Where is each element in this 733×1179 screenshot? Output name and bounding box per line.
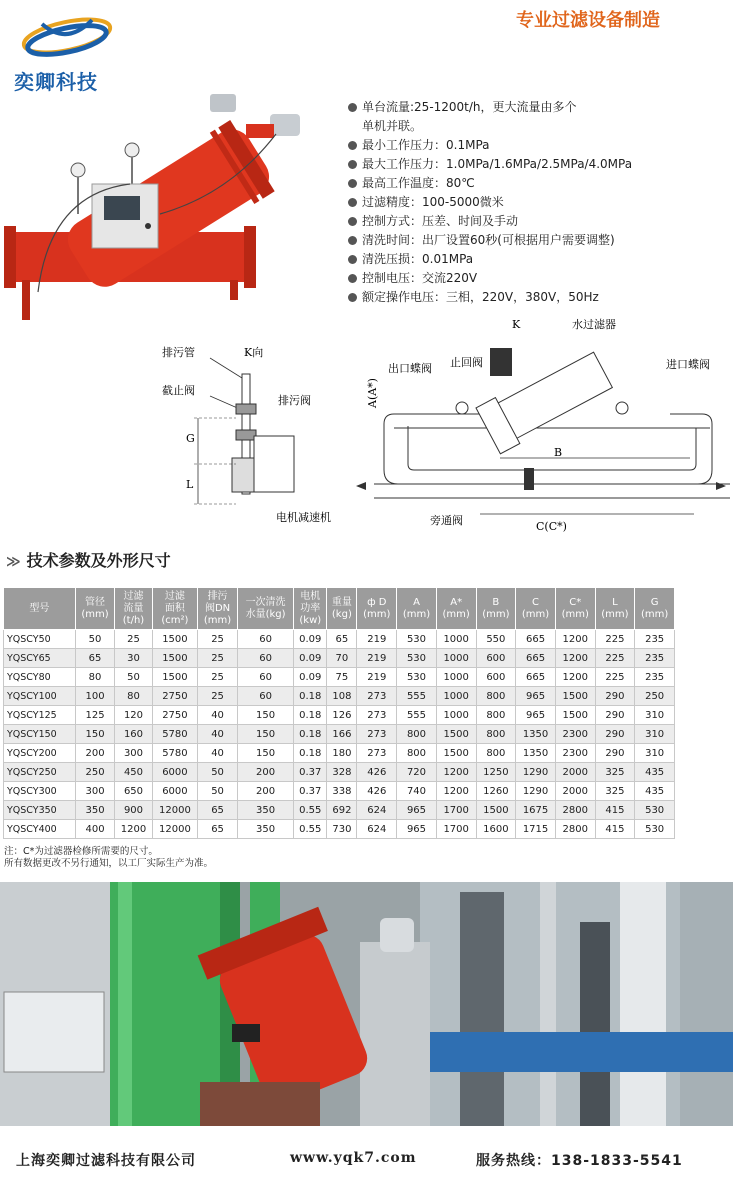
table-header-cell <box>595 588 635 630</box>
table-cell: 0.09 <box>294 649 327 668</box>
header-text: (mm) <box>402 608 431 620</box>
header-text: 排污 <box>207 590 228 602</box>
table-header-row <box>4 588 675 630</box>
table-cell: 1715 <box>516 820 556 839</box>
table-cell: 120 <box>115 706 152 725</box>
table-cell: 200 <box>237 782 293 801</box>
header-text: G <box>650 596 659 608</box>
header-text: (mm) <box>482 608 510 620</box>
label-g: G <box>186 432 195 445</box>
table-cell: 65 <box>198 820 238 839</box>
table-cell: 30 <box>115 649 152 668</box>
spec-item: 控制方式：压差、时间及手动 <box>348 212 632 231</box>
header-text: 重量 <box>331 596 352 608</box>
label-check-valve: 止回阀 <box>450 356 483 369</box>
double-chevron-icon: ≫ <box>6 554 21 570</box>
table-cell: 150 <box>237 725 293 744</box>
header-text: 水量(kg) <box>245 608 286 620</box>
table-cell: 1000 <box>436 687 476 706</box>
label-water-filter: 水过滤器 <box>572 318 616 331</box>
header-text: (mm) <box>363 608 391 620</box>
table-cell: 1000 <box>436 649 476 668</box>
spec-item: 最小工作压力：0.1MPa <box>348 136 632 155</box>
label-outlet-valve: 出口蝶阀 <box>388 362 432 375</box>
table-cell: 965 <box>397 801 437 820</box>
table-cell: 6000 <box>152 763 198 782</box>
table-cell: 273 <box>357 706 397 725</box>
table-cell: 0.37 <box>294 763 327 782</box>
header-text: C* <box>569 596 582 608</box>
bullet-icon <box>348 255 357 264</box>
spec-item: 清洗时间：出厂设置60秒(可根据用户需要调整) <box>348 231 632 250</box>
table-cell: 1500 <box>152 630 198 649</box>
header-text: 过滤 <box>123 590 144 602</box>
table-header-cell <box>198 588 238 630</box>
table-cell: 1290 <box>516 763 556 782</box>
header-text: (mm) <box>640 608 669 620</box>
header-text: (cm²) <box>161 614 189 626</box>
filter-product-image <box>0 84 330 324</box>
table-cell: 730 <box>327 820 357 839</box>
table-cell: 965 <box>397 820 437 839</box>
table-row <box>4 744 675 763</box>
label-a-dim: A(A*) <box>366 378 379 408</box>
table-cell: 800 <box>476 706 516 725</box>
table-cell: 600 <box>476 668 516 687</box>
header-text: (kw) <box>299 614 322 626</box>
table-cell: 65 <box>327 630 357 649</box>
site-photo <box>0 882 733 1126</box>
table-cell: 166 <box>327 725 357 744</box>
table-cell: 328 <box>327 763 357 782</box>
table-header-cell <box>397 588 437 630</box>
table-cell: 800 <box>397 744 437 763</box>
table-cell: 290 <box>595 706 635 725</box>
table-row <box>4 668 675 687</box>
header-text: (mm) <box>442 608 470 620</box>
table-cell: 1000 <box>436 630 476 649</box>
table-cell: 2300 <box>555 744 595 763</box>
header-text: (mm) <box>521 608 550 620</box>
spec-item: 最高工作温度：80℃ <box>348 174 632 193</box>
table-cell: 50 <box>115 668 152 687</box>
service-hotline: 服务热线：138-1833-5541 <box>476 1153 683 1169</box>
table-cell: 219 <box>357 649 397 668</box>
table-cell: 1200 <box>115 820 152 839</box>
model-cell: YQSCY65 <box>4 649 76 668</box>
table-cell: 555 <box>397 687 437 706</box>
spec-item: 额定操作电压：三相，220V，380V，50Hz <box>348 288 632 307</box>
table-cell: 5780 <box>152 744 198 763</box>
table-cell: 2300 <box>555 725 595 744</box>
table-cell: 235 <box>635 668 675 687</box>
table-row <box>4 687 675 706</box>
header-text: 一次清洗 <box>245 596 286 608</box>
table-cell: 60 <box>237 630 293 649</box>
spec-item: 过滤精度：100-5000微米 <box>348 193 632 212</box>
table-cell: 200 <box>75 744 115 763</box>
table-cell: 600 <box>476 649 516 668</box>
label-k-view: K向 <box>244 346 264 359</box>
header-text: 电机 <box>300 590 321 602</box>
table-cell: 1500 <box>152 649 198 668</box>
table-cell: 2000 <box>555 763 595 782</box>
table-cell: 80 <box>75 668 115 687</box>
table-cell: 50 <box>198 782 238 801</box>
table-header-cell <box>357 588 397 630</box>
table-cell: 2750 <box>152 687 198 706</box>
notes <box>4 846 213 870</box>
bullet-icon <box>348 198 357 207</box>
table-cell: 80 <box>115 687 152 706</box>
table-cell: 40 <box>198 706 238 725</box>
table-cell: 1500 <box>476 801 516 820</box>
table-row <box>4 706 675 725</box>
table-cell: 1200 <box>436 782 476 801</box>
table-cell: 25 <box>115 630 152 649</box>
table-cell: 225 <box>595 649 635 668</box>
spec-item: 清洗压损：0.01MPa <box>348 250 632 269</box>
table-cell: 300 <box>115 744 152 763</box>
table-cell: 25 <box>198 687 238 706</box>
table-cell: 665 <box>516 649 556 668</box>
model-cell: YQSCY300 <box>4 782 76 801</box>
label-bypass-valve: 旁通阀 <box>430 514 463 527</box>
table-cell: 550 <box>476 630 516 649</box>
table-cell: 1000 <box>436 668 476 687</box>
table-cell: 0.09 <box>294 630 327 649</box>
table-cell: 65 <box>198 801 238 820</box>
table-header-cell <box>516 588 556 630</box>
table-cell: 530 <box>397 630 437 649</box>
header-text: (mm) <box>203 614 232 626</box>
table-cell: 200 <box>237 763 293 782</box>
table-cell: 800 <box>476 744 516 763</box>
table-cell: 2750 <box>152 706 198 725</box>
spec-item: 单台流量:25-1200t/h，更大流量由多个 <box>348 98 632 117</box>
model-cell: YQSCY350 <box>4 801 76 820</box>
table-cell: 2000 <box>555 782 595 801</box>
table-cell: 273 <box>357 744 397 763</box>
table-cell: 555 <box>397 706 437 725</box>
table-cell: 740 <box>397 782 437 801</box>
bullet-icon <box>348 141 357 150</box>
bullet-icon <box>348 160 357 169</box>
table-cell: 530 <box>397 649 437 668</box>
table-cell: 800 <box>476 725 516 744</box>
table-cell: 75 <box>327 668 357 687</box>
bullet-icon <box>348 179 357 188</box>
model-cell: YQSCY100 <box>4 687 76 706</box>
bullet-icon <box>348 217 357 226</box>
model-cell: YQSCY80 <box>4 668 76 687</box>
label-drain-pipe: 排污管 <box>162 346 195 359</box>
header-text: (t/h) <box>122 614 145 626</box>
label-b: B <box>554 446 563 459</box>
table-cell: 624 <box>357 820 397 839</box>
table-cell: 50 <box>75 630 115 649</box>
table-row <box>4 782 675 801</box>
table-cell: 1700 <box>436 820 476 839</box>
table-header-cell <box>75 588 115 630</box>
table-header-cell <box>4 588 76 630</box>
table-cell: 273 <box>357 725 397 744</box>
table-header-cell <box>152 588 198 630</box>
table-row <box>4 801 675 820</box>
table-cell: 310 <box>635 725 675 744</box>
spec-table <box>3 587 675 839</box>
header-text: 功率 <box>300 602 321 614</box>
section-title: ≫ 技术参数及外形尺寸 <box>6 551 171 570</box>
table-cell: 350 <box>75 801 115 820</box>
table-cell: 1200 <box>436 763 476 782</box>
table-cell: 125 <box>75 706 115 725</box>
table-cell: 350 <box>237 801 293 820</box>
table-cell: 273 <box>357 687 397 706</box>
table-cell: 1350 <box>516 744 556 763</box>
header-text: A <box>413 596 420 608</box>
table-cell: 60 <box>237 649 293 668</box>
label-stop-valve: 截止阀 <box>162 384 195 397</box>
table-cell: 1500 <box>555 687 595 706</box>
table-cell: 530 <box>397 668 437 687</box>
table-cell: 6000 <box>152 782 198 801</box>
table-cell: 325 <box>595 782 635 801</box>
table-cell: 415 <box>595 801 635 820</box>
table-cell: 300 <box>75 782 115 801</box>
table-cell: 1250 <box>476 763 516 782</box>
table-cell: 235 <box>635 630 675 649</box>
table-cell: 530 <box>635 801 675 820</box>
table-cell: 290 <box>595 725 635 744</box>
table-cell: 219 <box>357 630 397 649</box>
header-text: 型号 <box>29 602 50 614</box>
header-text: (kg) <box>331 608 352 620</box>
table-cell: 290 <box>595 687 635 706</box>
table-cell: 965 <box>516 706 556 725</box>
table-cell: 0.18 <box>294 706 327 725</box>
table-cell: 40 <box>198 725 238 744</box>
table-cell: 1000 <box>436 706 476 725</box>
table-body <box>4 630 675 839</box>
logo-text: 奕卿科技 <box>14 70 98 94</box>
table-cell: 1260 <box>476 782 516 801</box>
table-cell: 25 <box>198 649 238 668</box>
table-row <box>4 649 675 668</box>
table-cell: 0.37 <box>294 782 327 801</box>
table-cell: 225 <box>595 668 635 687</box>
table-cell: 70 <box>327 649 357 668</box>
header-text: 面积 <box>164 602 185 614</box>
table-header-cell <box>635 588 675 630</box>
table-cell: 1200 <box>555 668 595 687</box>
spec-item: 控制电压：交流220V <box>348 269 632 288</box>
table-cell: 0.18 <box>294 744 327 763</box>
table-row <box>4 630 675 649</box>
table-cell: 338 <box>327 782 357 801</box>
header-text: (mm) <box>81 608 109 620</box>
table-cell: 310 <box>635 706 675 725</box>
table-cell: 1500 <box>555 706 595 725</box>
table-header-cell <box>115 588 152 630</box>
table-cell: 435 <box>635 763 675 782</box>
table-header-cell <box>237 588 293 630</box>
table-cell: 65 <box>75 649 115 668</box>
header-text: B <box>492 596 500 608</box>
model-cell: YQSCY400 <box>4 820 76 839</box>
table-header-cell <box>436 588 476 630</box>
header-text: 阀DN <box>204 602 231 614</box>
label-inlet-valve: 进口蝶阀 <box>666 358 710 371</box>
table-cell: 900 <box>115 801 152 820</box>
website-link[interactable]: www.yqk7.com <box>290 1150 417 1166</box>
table-cell: 1500 <box>152 668 198 687</box>
table-cell: 450 <box>115 763 152 782</box>
table-row <box>4 763 675 782</box>
model-cell: YQSCY200 <box>4 744 76 763</box>
table-cell: 400 <box>75 820 115 839</box>
label-l: L <box>186 478 194 491</box>
table-cell: 12000 <box>152 820 198 839</box>
table-row <box>4 820 675 839</box>
table-cell: 25 <box>198 630 238 649</box>
table-cell: 415 <box>595 820 635 839</box>
table-cell: 5780 <box>152 725 198 744</box>
table-cell: 800 <box>476 687 516 706</box>
model-cell: YQSCY150 <box>4 725 76 744</box>
table-cell: 1675 <box>516 801 556 820</box>
table-cell: 1500 <box>436 725 476 744</box>
table-cell: 1700 <box>436 801 476 820</box>
table-cell: 219 <box>357 668 397 687</box>
table-row <box>4 725 675 744</box>
table-cell: 426 <box>357 763 397 782</box>
header-text: C <box>532 596 540 608</box>
table-cell: 25 <box>198 668 238 687</box>
table-cell: 150 <box>237 744 293 763</box>
table-cell: 0.18 <box>294 725 327 744</box>
table-header-cell <box>476 588 516 630</box>
note-line: 注：C*为过滤器检修所需要的尺寸。 <box>4 846 158 857</box>
table-cell: 12000 <box>152 801 198 820</box>
label-motor-reducer: 电机减速机 <box>276 511 331 524</box>
table-cell: 665 <box>516 630 556 649</box>
table-cell: 150 <box>75 725 115 744</box>
model-cell: YQSCY125 <box>4 706 76 725</box>
table-header-cell <box>555 588 595 630</box>
bullet-icon <box>348 274 357 283</box>
table-cell: 60 <box>237 687 293 706</box>
table-cell: 250 <box>75 763 115 782</box>
table-cell: 624 <box>357 801 397 820</box>
company-name: 上海奕卿过滤科技有限公司 <box>16 1153 196 1169</box>
table-cell: 160 <box>115 725 152 744</box>
table-cell: 1290 <box>516 782 556 801</box>
label-k: K <box>512 318 521 331</box>
table-cell: 1600 <box>476 820 516 839</box>
note-line: 所有数据更改不另行通知，以工厂实际生产为准。 <box>4 858 214 869</box>
bullet-icon <box>348 293 357 302</box>
table-cell: 350 <box>237 820 293 839</box>
table-cell: 1350 <box>516 725 556 744</box>
header-text: L <box>612 596 618 608</box>
table-cell: 665 <box>516 668 556 687</box>
label-c-dim: C(C*) <box>536 520 567 533</box>
spec-item: 单机并联。 <box>362 119 423 133</box>
model-cell: YQSCY50 <box>4 630 76 649</box>
spec-item: 最大工作压力：1.0MPa/1.6MPa/2.5MPa/4.0MPa <box>348 155 632 174</box>
table-cell: 60 <box>237 668 293 687</box>
bullet-icon <box>348 236 357 245</box>
table-cell: 2800 <box>555 801 595 820</box>
header-text: A* <box>450 596 463 608</box>
table-cell: 965 <box>516 687 556 706</box>
table-cell: 325 <box>595 763 635 782</box>
header-text: (mm) <box>561 608 589 620</box>
table-cell: 720 <box>397 763 437 782</box>
table-cell: 1500 <box>436 744 476 763</box>
table-header-cell <box>327 588 357 630</box>
table-cell: 0.55 <box>294 820 327 839</box>
table-cell: 0.09 <box>294 668 327 687</box>
header-text: 流量 <box>123 602 144 614</box>
table-cell: 290 <box>595 744 635 763</box>
header-text: 管径 <box>85 596 106 608</box>
table-cell: 435 <box>635 782 675 801</box>
table-cell: 108 <box>327 687 357 706</box>
table-cell: 0.55 <box>294 801 327 820</box>
header-text: (mm) <box>601 608 629 620</box>
table-cell: 1200 <box>555 630 595 649</box>
header-text: ф D <box>367 596 387 608</box>
table-cell: 150 <box>237 706 293 725</box>
label-drain-valve: 排污阀 <box>278 394 311 407</box>
table-cell: 235 <box>635 649 675 668</box>
table-cell: 2800 <box>555 820 595 839</box>
model-cell: YQSCY250 <box>4 763 76 782</box>
table-cell: 426 <box>357 782 397 801</box>
table-header-cell <box>294 588 327 630</box>
table-cell: 650 <box>115 782 152 801</box>
table-cell: 310 <box>635 744 675 763</box>
table-cell: 100 <box>75 687 115 706</box>
table-cell: 250 <box>635 687 675 706</box>
spec-list <box>348 98 632 307</box>
table-cell: 225 <box>595 630 635 649</box>
bullet-icon <box>348 103 357 112</box>
table-cell: 0.18 <box>294 687 327 706</box>
table-cell: 40 <box>198 744 238 763</box>
table-cell: 1200 <box>555 649 595 668</box>
table-cell: 126 <box>327 706 357 725</box>
table-cell: 180 <box>327 744 357 763</box>
slogan: 专业过滤设备制造 <box>516 10 660 31</box>
header-text: 过滤 <box>164 590 185 602</box>
table-cell: 50 <box>198 763 238 782</box>
table-cell: 692 <box>327 801 357 820</box>
table-cell: 530 <box>635 820 675 839</box>
table-cell: 800 <box>397 725 437 744</box>
installation-diagram <box>150 318 730 548</box>
